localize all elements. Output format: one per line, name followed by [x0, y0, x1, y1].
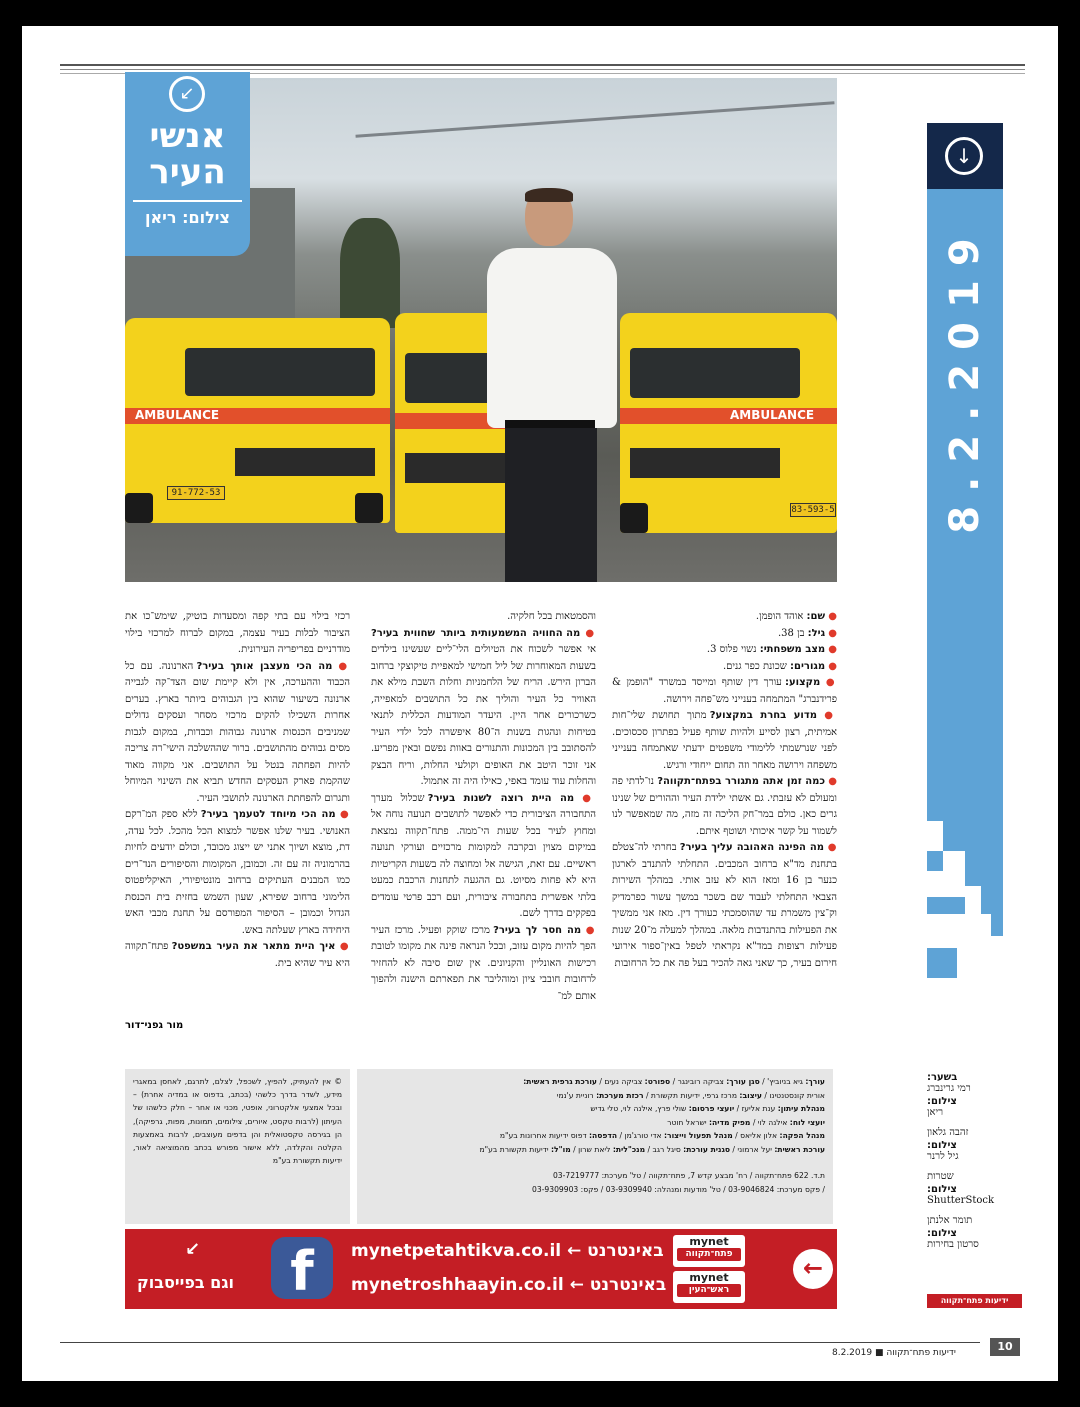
credit-label: עורכת גרפית ראשית:	[523, 1077, 597, 1086]
credit-label: עורך:	[805, 1077, 825, 1086]
credit-value: צביקה נעים /	[596, 1077, 645, 1086]
credit-value: ידיעות תקשורת בע"מ	[479, 1144, 552, 1154]
credit-label: סגנית עורכת:	[683, 1144, 730, 1154]
answer-text: מרכז שוקק ופעיל. מרכז העיר הפך להיות מקום עזוב, ובכל הנראה פינה את מקומו לטובת רכישות האונליין והקניונים. אין שום סיבה לא להחזיר לרחובות חובבי ציון ומוהליבר את תפארתם הישנה ולהפוך אותם למ־	[371, 924, 596, 1002]
question-text: איך היית מתאר את העיר במשפט?	[171, 941, 336, 952]
license-plate: 91-772-53	[167, 486, 225, 500]
credit-label: מו"ל:	[551, 1144, 571, 1154]
question-text: מצב משפחתי:	[759, 644, 826, 655]
question-text: שם:	[806, 611, 826, 622]
bullet-icon: ●	[825, 627, 837, 639]
credit-value: אילנה לוי /	[750, 1117, 790, 1127]
credit-value: אדי טורג'מן /	[617, 1131, 664, 1140]
qa-paragraph	[125, 807, 350, 939]
url-text[interactable]: mynetpetahtikva.co.il	[351, 1241, 562, 1261]
newspaper-page	[22, 26, 1058, 1381]
arrow-icon: ↙	[169, 76, 205, 112]
credit-line	[365, 1156, 825, 1169]
pixel-decoration	[927, 914, 991, 936]
credit-line	[365, 1183, 825, 1197]
article-column-1	[612, 609, 837, 972]
mynet-petahtikva-logo	[673, 1235, 745, 1267]
question-text: מה החוויה המשמעותית ביותר שחווית בעיר?	[371, 627, 581, 639]
issue-date: 8.2.2019	[942, 224, 988, 534]
qa-paragraph	[125, 659, 350, 808]
person-belt	[505, 420, 595, 428]
pixel-decoration	[965, 886, 981, 914]
qa-paragraph	[612, 609, 837, 626]
credit-value: מרכז גרפי, ידיעות תקשורת /	[643, 1090, 740, 1100]
ambulance-grill	[235, 448, 375, 476]
article-column-2	[371, 609, 596, 1005]
bullet-icon: ●	[581, 924, 596, 936]
side-photo-credits	[927, 1072, 1022, 1251]
credit-value: / פקס מערכת: 03-9046824 / טל' מודעות ומנהלה: 03-9309940 / פקס: 03-9309903	[532, 1184, 825, 1194]
section-title-line: העיר	[149, 152, 226, 192]
ambulance-right	[620, 313, 837, 533]
ambulance-label: AMBULANCE	[135, 408, 220, 422]
answer-text: בן 38.	[777, 627, 808, 639]
credit-label: יועצי לוח:	[789, 1117, 825, 1127]
question-text: כמה זמן אתה מתגורר בפתח־תקווה?	[657, 776, 826, 787]
logo-city: ראש־העין	[677, 1284, 741, 1297]
section-tag	[125, 72, 250, 256]
pixel-decoration	[927, 871, 965, 897]
qa-paragraph	[612, 675, 837, 708]
credit-label: עיצוב:	[739, 1090, 762, 1100]
ambulance-tire	[355, 493, 383, 523]
answer-text: רכזי בילוי עם בתי קפה ומסעדות בוטיק, שימש־כו את הציבור לבלות בעיר עצמה, במקום לברוח למרכזי בילוי מודרניים בפריפריה העירונית.	[125, 611, 350, 655]
qa-paragraph	[612, 642, 837, 659]
qa-paragraph	[612, 626, 837, 643]
logo-city: פתח־תקווה	[677, 1248, 741, 1261]
masthead-credits	[357, 1069, 833, 1224]
answer-text: בחרתי לה־צטלם בתחנת מד"א ברחוב המכבים. התחלתי להתנדב לארגון כנער בן 16 ומאז הוא לא עזב אותי. במהלך השירות הצבאי התחלתי לעבוד שם בשכר במשך עשור כפרמדיק וק־צין משמרת עד שהוסמכתי כעורך דין. מאז אני ממשיך את הפעילות בהתנדבות מלאה. במהלך למעלה מ־20 שנות פעילות רצופות במד"א נקראתי לטפל באין־ספור אירועי חירום בעיר, כך שאני גאה להכיר בעל פה את כל הרחובות	[612, 842, 838, 969]
answer-text: אוהד הופמן.	[755, 611, 807, 622]
answer-text: שכלול מערך התחבורה הציבורית כדי לאפשר לתושבים תנועה נוחה אל ומחוץ לעיר בכל שעות הי־ממה. פתח־תקווה נמצאת במיקום מצוין ובקרבה למקומות מרכזיים ועורקי תנועה ראשיים. עם זאת, הגישה אל ומחוצה לה בשעות הקריטיות היא לא פחות מסיוט. גם ההגעה לתחנות הרכבת כמעט בלתי אפשרית בתחבורה ציבורית, ועם רכב פרטי עומדים בפקקים בדרך לשם.	[371, 792, 596, 919]
promo-banner	[125, 1229, 837, 1309]
photo-person	[477, 188, 627, 582]
credit-value: אלון אליאס /	[732, 1131, 780, 1140]
mynet-roshhaayin-logo	[673, 1271, 745, 1303]
qa-paragraph	[612, 774, 837, 840]
credit-value: רוניית ע'נמי	[556, 1090, 597, 1100]
credit-value: ישראל חוטר	[667, 1117, 709, 1127]
ambulance-left	[125, 318, 390, 523]
copyright-notice: © אין להעתיק, להפיץ, לשכפל, לצלם, לתרגם, לאחסן במאגרי מידע, לשדר בדרך כלשהי (בכתב, בדפוס או במדיה אחרת) – ובכל אמצעי אלקטרוני, אופטי, מכני או אחר – חלק כלשהו של העיתון (לרבות טקסט, איורים, צילומים, תמונות, מפות, גרפיקה), הן בגירסה טקסטואלית והן בדפים מעוצבים, לרבות באמצעות הקלטה והקלדה, ללא אישור מפורש בכתב מהמוציאה לאור, ידיעות תקשורת בע"מ	[125, 1069, 350, 1224]
qa-paragraph	[125, 939, 350, 972]
side-credit-value: תומר אלנתן	[927, 1215, 973, 1226]
credit-line	[365, 1102, 825, 1116]
down-arrow-icon: ↓	[945, 137, 983, 175]
answer-text: ללא ספק המ־רקם האנושי. בעיר שלנו אפשר למצוא הכל מהכל. לכל עדה, דת, מוצא ושיוך אתני יש ייצוג מכובד, וכולם יודעים לחיות בהרמוניה זה עם זה. וכמובן, המקומות והסיפורים הנד־רים כמו המבנים העתיקים ברחוב מונטיפיורי, האיקליפטוס הלימוני ברחוב שפירא, שעון השמש בחזית בית הכנסת הגדול וכמובן – הסיפור המפורסם על תחנת מכבי האש היחידה בארץ שעלתה באש.	[125, 809, 350, 936]
credit-value: ליאת שרון /	[570, 1144, 613, 1154]
photo-sky-mast	[355, 101, 834, 137]
section-title-line: אנשי	[149, 116, 226, 156]
credit-value: יעל ארמוני /	[730, 1144, 775, 1154]
credit-label: מנהל תפעול וייצור:	[663, 1131, 733, 1140]
credit-label: סגן עורך:	[726, 1077, 760, 1086]
bullet-icon: ●	[816, 710, 837, 721]
credit-label: מנהל הפקה:	[779, 1131, 825, 1140]
date-strip-head	[927, 123, 1003, 189]
qa-paragraph	[371, 923, 596, 1006]
credit-line	[365, 1116, 825, 1130]
answer-text: והסמטאות בכל חלקיה.	[507, 611, 596, 622]
bullet-icon: ●	[574, 792, 596, 804]
qa-paragraph	[125, 609, 350, 659]
arrow-left-icon[interactable]: ←	[793, 1249, 833, 1289]
arrow-icon: ↙	[185, 1239, 201, 1260]
answer-text: נו־לדתי פה ומעולם לא עזבתי. גם אשתי ילידת העיר וההורים של שנינו גרים כאן. כולם במר־חק הליכה זה מזה, מה שמאפשר לנו לשמור על קשר איכותי ושוטף איתם.	[612, 776, 837, 837]
pixel-decoration	[927, 821, 943, 851]
qa-paragraph	[371, 791, 596, 923]
question-text: מה הכי מיוחד לטעמך בעיר?	[200, 809, 336, 820]
ambulance-window	[185, 348, 375, 396]
credit-value: ענת אליעז /	[734, 1104, 778, 1113]
question-text: מה הכי מעצבן אותך בעיר?	[196, 660, 333, 672]
credit-line	[365, 1089, 825, 1103]
side-credit-value: שטרות	[927, 1171, 954, 1182]
side-credit-label: בשער:	[927, 1072, 958, 1083]
credit-value: דפוס ידיעות אחרונות בע"מ	[499, 1131, 590, 1140]
logo-text: mynet	[689, 1235, 729, 1248]
side-credit-value: ShutterStock	[927, 1194, 995, 1206]
photo-tree	[340, 218, 400, 328]
credit-value: גיא בניוביץ' /	[759, 1077, 806, 1086]
person-trousers	[505, 428, 597, 582]
question-text: מדוע בחרת במקצוע?	[709, 710, 817, 721]
side-credit-value: סרטון בחירות	[927, 1238, 979, 1250]
license-plate: 83-593-5	[791, 505, 835, 515]
credit-label: עורכת ראשית:	[774, 1144, 825, 1154]
question-text: מה היית רוצה לשנות בעיר?	[427, 792, 575, 804]
credit-value: סיגל רגב /	[645, 1144, 684, 1154]
article-column-3	[125, 609, 350, 972]
website-link-roshhaayin[interactable]	[351, 1275, 666, 1295]
section-title	[125, 118, 250, 190]
credit-line	[365, 1075, 825, 1089]
question-text: מה הפינה האהובה עליך בעיר?	[679, 842, 825, 853]
side-credit-value: זהבה גלאון	[927, 1127, 969, 1138]
pixel-decoration	[943, 851, 965, 871]
answer-text: נשוי פלוס 3.	[706, 644, 760, 655]
bullet-icon: ●	[825, 644, 837, 655]
footer-text: 8.2.2019 ■ ידיעות פתח־תקווה	[832, 1348, 956, 1358]
credit-line	[365, 1129, 825, 1143]
section-photo-credit: צילום: ריאן	[133, 200, 242, 227]
ambulance-label: AMBULANCE	[730, 408, 815, 422]
side-credit-label: צילום:	[927, 1095, 957, 1107]
answer-text: פתח־תקווה היא עיר שהיא בית.	[125, 941, 350, 969]
bullet-icon: ●	[824, 842, 838, 853]
bullet-icon: ●	[825, 611, 837, 622]
pixel-decoration	[927, 936, 957, 948]
credit-label: רכזת מערכת:	[596, 1090, 644, 1100]
top-rule	[60, 64, 1025, 66]
side-credit-value: ריאן	[927, 1106, 944, 1118]
top-rule	[60, 69, 1025, 70]
side-credit-label: צילום:	[927, 1183, 957, 1195]
footer-rule	[60, 1342, 980, 1343]
side-credit-label: צילום:	[927, 1227, 957, 1239]
qa-paragraph	[371, 626, 596, 791]
brand-logo: ידיעות פתח־תקווה	[927, 1294, 1022, 1308]
url-prefix: באינטרנט ←	[569, 1275, 667, 1295]
facebook-icon[interactable]: f	[271, 1237, 333, 1299]
credit-line	[365, 1143, 825, 1157]
qa-paragraph	[612, 708, 837, 774]
url-text[interactable]: mynetroshhaayin.co.il	[351, 1275, 564, 1295]
credit-line	[365, 1169, 825, 1183]
credit-value: שולי פרץ, אילנה לוי, טלי גדיש	[590, 1104, 689, 1113]
url-prefix: באינטרנט ←	[567, 1241, 664, 1261]
side-credit-label: צילום:	[927, 1139, 957, 1151]
bullet-icon: ●	[332, 660, 350, 672]
ambulance-window	[630, 348, 800, 398]
bullet-icon: ●	[820, 677, 837, 688]
answer-text: עורך דין שותף ומייסד במשרד "הופמן & פרידנברג" המתמחה בענייני מש־פחה וירושה.	[612, 677, 837, 705]
website-link-petahtikva[interactable]	[351, 1241, 664, 1261]
bullet-icon: ●	[825, 776, 837, 787]
question-text: מגורים:	[790, 660, 826, 672]
person-shirt	[487, 248, 617, 428]
answer-text: אי אפשר לשכוח את הטיולים הלי־ליים שעשינו בילדים בשעות המאוחרות של ליל חמישי למאפיית טיקוצקי ברחוב הברון הירש. הריח של הלחמניות וחלות השבת מילא את האוויר כל העיר והוליך את כל התושבים למאפייה, כשרכורים אחר היין. היעדר המודעות הכללית לתנאי בטיחות ונהגות בשנות ה־80 איפשרה לכל ילדי העיר להסתובב בין המכונות והתנורים באוות נפשם ובאין מפריע. אני זוכר היטב את האופים וקולעי החלות, וריח הבצק והחלות עוד עומד באפי, כאילו היה זה אתמול.	[371, 644, 596, 787]
credit-value: ת.ד. 622 פתח־תקווה / רח' מבצע קדש 7, פתח־תקווה / טל' מערכת: 03-7219777	[552, 1171, 825, 1180]
credit-value: צביקה רובינגר /	[670, 1077, 727, 1086]
person-hair	[525, 188, 573, 202]
logo-text: mynet	[689, 1271, 729, 1284]
credit-label: יועצי פרסום:	[688, 1104, 735, 1113]
page-number: 10	[990, 1338, 1020, 1356]
bullet-icon: ●	[335, 941, 351, 952]
qa-paragraph	[371, 609, 596, 626]
facebook-text: וגם בפייסבוק	[137, 1273, 234, 1292]
side-credit-value: גיל לרנר	[927, 1150, 959, 1162]
ambulance-grill	[630, 448, 780, 478]
author-signature: מור גפני־דור	[125, 1020, 184, 1031]
pixel-decoration	[957, 936, 1003, 978]
bullet-icon: ●	[335, 809, 350, 820]
side-credit-value: רמי גרינברג	[927, 1083, 971, 1094]
answer-text: מתוך תחושת שלי־חות אמיתית, רצון לסייע ולהיות שותף פעיל בפתרון סכסוכים. לפני שנרשמתי ללימודי משפטים ידעתי שאתמחה בענייני משפחה וירושה מאחר וזה תחום ייחודי ורגיש.	[612, 710, 837, 771]
credit-label: מנהלת עיתון:	[777, 1104, 825, 1113]
qa-paragraph	[612, 659, 837, 676]
question-text: גיל:	[807, 627, 826, 639]
answer-text: שכונת כפר גנים.	[722, 660, 791, 672]
ambulance-tire	[125, 493, 153, 523]
credit-label: הדפסה:	[589, 1131, 618, 1140]
credit-value: אורית קונסטנטינו /	[761, 1090, 825, 1100]
bullet-icon: ●	[580, 627, 596, 639]
question-text: מקצוע:	[785, 677, 821, 688]
qa-paragraph	[612, 840, 837, 972]
question-text: מה חסר לך בעיר?	[493, 924, 582, 936]
bullet-icon: ●	[825, 660, 837, 672]
credit-label: ספורט:	[644, 1077, 671, 1086]
credit-label: מנכ"לית:	[612, 1144, 646, 1154]
answer-text: הארנונה. עם כל הכבוד וההערכה, אין ולא קיימת שום הצד־קה לגבייה ארנונה בשיעור שהוא בין הגבוהים ביותר בארץ. בערים אחרות השכילו להקים מרכזי מסחר ועסקים גדולים שמניבים הכנסות ארנונה גבוהות וכבדות, במקום לגבות מסים גבוהים מהתושבים. ברור שההשלכה הישי־רה צריכה להיות הפחתה בנטל על התושבים. אני מקווה מאוד שהקמת פארק העסקים החדש תביא את השינוי המיוחל ותגרום להפחתת הארנונה לתושבי העיר.	[125, 660, 350, 804]
credit-label: מפיק מדיה:	[708, 1117, 751, 1127]
